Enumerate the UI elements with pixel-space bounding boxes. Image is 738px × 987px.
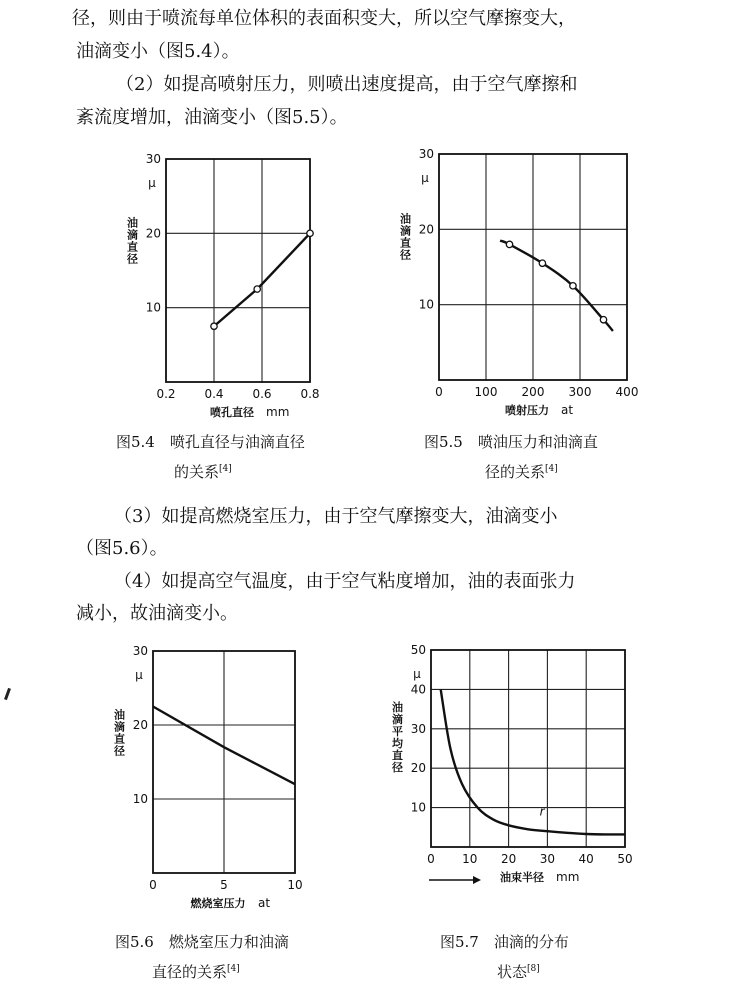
x-tick-label: 40	[578, 852, 594, 866]
figure-5-7-svg	[375, 638, 655, 900]
figure-5-5-svg	[385, 143, 655, 418]
figure-5-7-caption-line-1: 图5.7 油滴的分布	[440, 933, 569, 951]
figure-5-7-reference: [8]	[527, 964, 540, 974]
paragraph-4-line-1: （4）如提高空气温度，由于空气粘度增加，油的表面张力	[114, 571, 576, 592]
x-tick-label: 0.2	[156, 387, 176, 401]
x-tick-label: 0	[435, 385, 443, 399]
y-axis-unit: μ	[421, 171, 429, 185]
x-tick-label: 0.4	[204, 387, 224, 401]
x-axis-label: 喷射压力	[505, 404, 549, 417]
y-axis-label: 油滴直径	[125, 216, 139, 265]
curve-annotation: r	[539, 804, 545, 819]
y-axis-label: 油滴直径	[112, 708, 126, 757]
figure-5-5-chart	[385, 143, 655, 422]
paragraph-2-line-1: （2）如提高喷射压力，则喷出速度提高，由于空气摩擦和	[116, 74, 578, 95]
x-tick-label: 0.8	[300, 387, 320, 401]
figure-5-4-chart	[115, 148, 335, 422]
x-axis-unit: mm	[556, 870, 580, 884]
plot-frame	[166, 159, 310, 382]
y-tick-label: 20	[418, 222, 434, 237]
y-axis-unit: μ	[135, 668, 143, 682]
y-tick-label: 20	[410, 761, 426, 776]
y-tick-label: 30	[145, 152, 161, 166]
figure-5-6-caption-line-2: 直径的关系[4]	[152, 963, 240, 981]
y-tick-label: 20	[145, 226, 161, 241]
x-tick-label: 10	[462, 852, 478, 866]
data-point	[570, 283, 576, 289]
paragraph-3-line-1: （3）如提高燃烧室压力，由于空气摩擦变大，油滴变小	[114, 506, 558, 527]
figure-5-6-svg	[105, 640, 325, 910]
y-tick-label: 20	[132, 718, 148, 732]
paragraph-1-line-1: 径，则由于喷流每单位体积的表面积变大，所以空气摩擦变大，	[72, 8, 576, 29]
x-axis-label: 喷孔直径	[210, 406, 254, 419]
x-axis-label: 燃烧室压力	[190, 897, 246, 910]
y-tick-label: 30	[418, 147, 434, 161]
figure-5-4-caption-line-1: 图5.4 喷孔直径与油滴直径	[116, 433, 305, 451]
data-point	[539, 260, 545, 266]
x-tick-label: 20	[500, 852, 517, 866]
x-tick-label: 5	[220, 878, 228, 892]
figure-5-6-caption-line-1: 图5.6 燃烧室压力和油滴	[115, 933, 289, 951]
figure-5-6-chart	[105, 640, 325, 910]
data-point	[211, 323, 217, 329]
series-line	[500, 241, 613, 331]
x-tick-label: 0	[427, 852, 435, 866]
x-tick-label: 200	[521, 385, 545, 399]
y-axis-unit: μ	[148, 176, 156, 190]
figure-5-7-chart	[375, 638, 655, 904]
x-tick-label: 0.6	[252, 387, 272, 401]
y-tick-label: 10	[418, 297, 434, 312]
paragraph-1-line-2: 油滴变小（图5.4）。	[76, 41, 240, 62]
y-tick-label: 50	[410, 643, 426, 657]
figure-5-5-caption-line-2: 径的关系[4]	[485, 463, 558, 481]
figure-5-5-reference: [4]	[545, 464, 558, 474]
series-line	[441, 689, 625, 834]
x-tick-label: 100	[474, 385, 498, 399]
data-point	[254, 286, 260, 292]
data-point	[506, 241, 512, 247]
y-tick-label: 30	[132, 644, 148, 658]
y-tick-label: 10	[145, 300, 161, 315]
y-axis-label: 油滴直径	[398, 212, 412, 261]
plot-frame	[431, 650, 625, 847]
paragraph-3-line-2: （图5.6）。	[76, 538, 168, 559]
x-tick-label: 300	[568, 385, 592, 399]
paragraph-4-line-2: 减小，故油滴变小。	[76, 603, 238, 624]
x-axis-unit: at	[258, 896, 271, 910]
direction-arrow-head	[473, 876, 481, 884]
x-tick-label: 10	[287, 878, 303, 892]
x-tick-label: 0	[149, 878, 157, 892]
figure-5-4-svg	[115, 148, 335, 418]
x-axis-unit: at	[561, 403, 574, 417]
paragraph-2-line-2: 紊流度增加，油滴变小（图5.5）。	[76, 107, 348, 128]
x-tick-label: 400	[615, 385, 639, 399]
y-tick-label: 10	[132, 792, 148, 806]
x-axis-unit: mm	[266, 405, 290, 419]
figure-5-6-reference: [4]	[227, 964, 240, 974]
stray-mark	[4, 688, 11, 700]
figure-5-7-caption-line-2: 状态[8]	[497, 963, 540, 981]
x-tick-label: 50	[617, 852, 633, 866]
y-tick-label: 40	[410, 682, 426, 697]
y-axis-unit: μ	[413, 667, 421, 681]
figure-5-4-reference: [4]	[219, 464, 232, 474]
data-point	[600, 317, 606, 323]
y-tick-label: 10	[410, 800, 426, 815]
y-axis-label: 油滴平均直径	[390, 701, 404, 774]
figure-5-4-caption-line-2: 的关系[4]	[174, 463, 232, 481]
data-point	[307, 230, 313, 236]
x-tick-label: 30	[539, 852, 556, 866]
x-axis-label: 油束半径	[500, 871, 544, 884]
figure-5-5-caption-line-1: 图5.5 喷油压力和油滴直	[424, 433, 598, 451]
y-tick-label: 30	[410, 721, 426, 736]
